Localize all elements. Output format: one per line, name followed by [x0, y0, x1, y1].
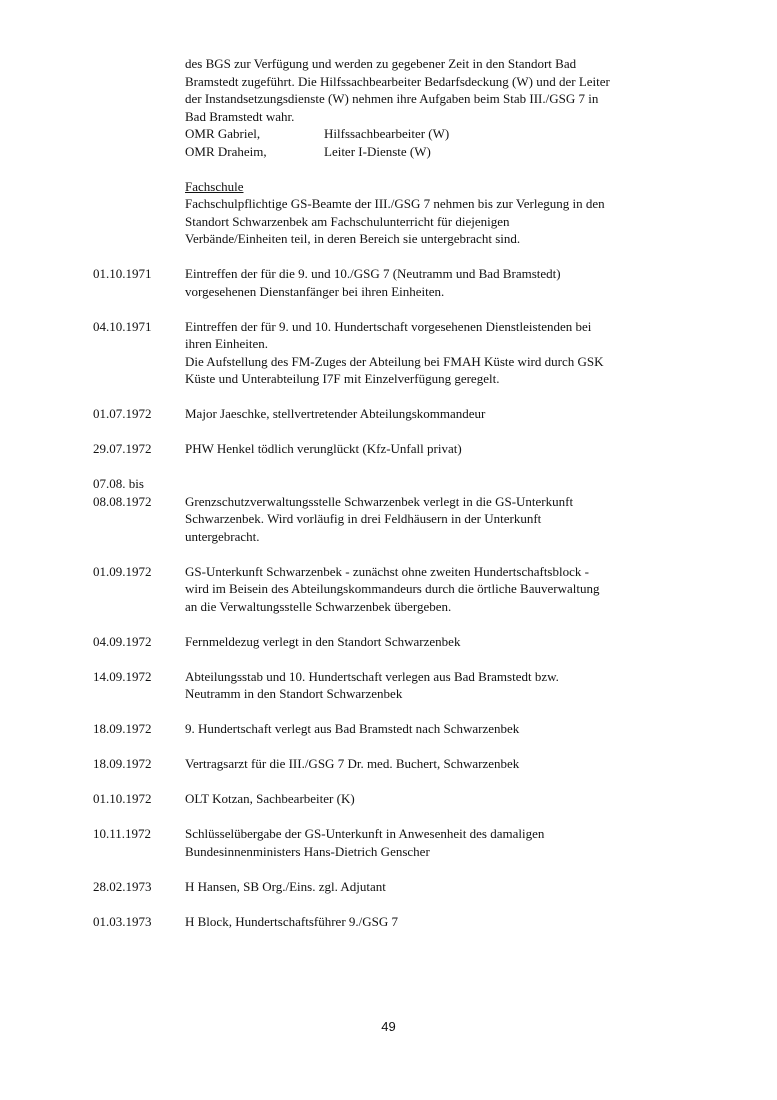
entry-date-line: 28.02.1973: [93, 878, 152, 894]
entry-text-line: Vertragsarzt für die III./GSG 7 Dr. med. Buchert, Schwarzenbek: [185, 756, 520, 771]
chronology-entry: [93, 790, 673, 808]
chronology-list: [93, 265, 673, 948]
entry-date-line: 29.07.1972: [93, 441, 152, 456]
entry-text-line: H Block, Hundertschaftsführer 9./GSG 7: [185, 913, 399, 929]
role-row: [185, 143, 655, 161]
entry-date: [93, 318, 185, 388]
entry-date: [93, 825, 185, 860]
entry-text: [185, 825, 673, 860]
chronology-entry: [93, 563, 673, 616]
entry-date-line: 18.09.1972: [93, 721, 152, 736]
role-name: OMR Gabriel,: [185, 126, 261, 141]
entry-text-line: Schwarzenbek. Wird vorläufig in drei Feldhäusern in der Unterkunft: [185, 511, 542, 526]
entry-text: [185, 913, 673, 931]
entry-text: [185, 668, 673, 703]
chronology-entry: [93, 633, 673, 651]
intro-line: Bad Bramstedt wahr.: [185, 108, 295, 124]
entry-text: [185, 318, 673, 388]
entry-text-line: vorgesehenen Dienstanfänger bei ihren Einheiten.: [185, 283, 445, 299]
intro-section: [185, 55, 655, 248]
chronology-entry: [93, 668, 673, 703]
entry-text-line: wird im Beisein des Abteilungskommandeurs durch die örtliche Bauverwaltung: [185, 581, 600, 596]
entry-text-line: Neutramm in den Standort Schwarzenbek: [185, 686, 403, 701]
chronology-entry: [93, 878, 673, 896]
entry-text-line: ihren Einheiten.: [185, 336, 269, 351]
entry-text-line: Major Jaeschke, stellvertretender Abteilungskommandeur: [185, 406, 486, 421]
entry-text-line: Eintreffen der für 9. und 10. Hundertschaft vorgesehenen Dienstleistenden bei: [185, 318, 592, 334]
page-number: 49: [381, 1019, 396, 1034]
entry-date: [93, 475, 185, 545]
entry-text-line: Bundesinnenministers Hans-Dietrich Genscher: [185, 843, 430, 859]
entry-date-line: 01.10.1972: [93, 791, 152, 806]
chronology-entry: [93, 318, 673, 388]
entry-text: [185, 475, 673, 545]
entry-text-line: OLT Kotzan, Sachbearbeiter (K): [185, 791, 355, 806]
role-title: Leiter I-Dienste (W): [324, 143, 431, 159]
entry-text: [185, 563, 673, 616]
entry-text: [185, 405, 673, 423]
entry-date: [93, 440, 185, 458]
entry-text-line: Fernmeldezug verlegt in den Standort Schwarzenbek: [185, 633, 461, 649]
entry-text-line: Eintreffen der für die 9. und 10./GSG 7 (Neutramm und Bad Bramstedt): [185, 266, 561, 281]
entry-text: [185, 265, 673, 300]
entry-text-line: untergebracht.: [185, 528, 260, 544]
entry-date: [93, 878, 185, 896]
entry-text-line: PHW Henkel tödlich verunglückt (Kfz-Unfall privat): [185, 441, 462, 456]
fachschule-heading: Fachschule: [185, 178, 244, 194]
entry-date: [93, 790, 185, 808]
entry-date: [93, 668, 185, 703]
role-row: [185, 125, 655, 143]
entry-date: [93, 265, 185, 300]
fachschule-line: Fachschulpflichtige GS-Beamte der III./GSG 7 nehmen bis zur Verlegung in den: [185, 196, 605, 211]
chronology-entry: [93, 265, 673, 300]
entry-date-line: 04.10.1971: [93, 318, 152, 334]
entry-text: [185, 878, 673, 896]
entry-date: [93, 913, 185, 931]
entry-date-line: 08.08.1972: [93, 493, 152, 509]
entry-text: [185, 633, 673, 651]
chronology-entry: [93, 825, 673, 860]
entry-text-line: H Hansen, SB Org./Eins. zgl. Adjutant: [185, 878, 386, 894]
entry-date-line: 01.03.1973: [93, 913, 152, 929]
entry-text: [185, 720, 673, 738]
intro-line: der Instandsetzungsdienste (W) nehmen ihre Aufgaben beim Stab III./GSG 7 in: [185, 91, 599, 106]
entry-text-line: [185, 475, 673, 493]
entry-date: [93, 755, 185, 773]
entry-text-line: Küste und Unterabteilung I7F mit Einzelverfügung geregelt.: [185, 371, 500, 386]
entry-text-line: GS-Unterkunft Schwarzenbek - zunächst ohne zweiten Hundertschaftsblock -: [185, 563, 589, 579]
entry-text-line: Abteilungsstab und 10. Hundertschaft verlegen aus Bad Bramstedt bzw.: [185, 668, 559, 684]
chronology-entry: [93, 755, 673, 773]
entry-date-line: 01.09.1972: [93, 563, 152, 579]
entry-date-line: 01.07.1972: [93, 406, 152, 421]
entry-text-line: 9. Hundertschaft verlegt aus Bad Bramstedt nach Schwarzenbek: [185, 721, 520, 736]
entry-text: [185, 790, 673, 808]
chronology-entry: [93, 720, 673, 738]
intro-line: des BGS zur Verfügung und werden zu gegebener Zeit in den Standort Bad: [185, 56, 577, 71]
entry-date-line: 07.08. bis: [93, 476, 144, 491]
chronology-entry: [93, 475, 673, 545]
chronology-entry: [93, 440, 673, 458]
entry-text-line: Schlüsselübergabe der GS-Unterkunft in Anwesenheit des damaligen: [185, 826, 545, 841]
entry-date: [93, 563, 185, 616]
chronology-entry: [93, 913, 673, 931]
entry-text: [185, 755, 673, 773]
entry-date-line: 18.09.1972: [93, 756, 152, 771]
entry-date: [93, 720, 185, 738]
entry-text-line: an die Verwaltungsstelle Schwarzenbek übergeben.: [185, 598, 452, 614]
chronology-entry: [93, 405, 673, 423]
entry-text-line: Die Aufstellung des FM-Zuges der Abteilung bei FMAH Küste wird durch GSK: [185, 353, 604, 369]
entry-date-line: 01.10.1971: [93, 266, 152, 281]
entry-text-line: Grenzschutzverwaltungsstelle Schwarzenbek verlegt in die GS-Unterkunft: [185, 493, 574, 509]
spacer: [185, 160, 655, 178]
fachschule-line: Standort Schwarzenbek am Fachschulunterricht für diejenigen: [185, 213, 510, 229]
entry-text: [185, 440, 673, 458]
entry-date: [93, 405, 185, 423]
entry-date-line: 04.09.1972: [93, 633, 152, 649]
entry-date-line: 14.09.1972: [93, 668, 152, 684]
role-title: Hilfssachbearbeiter (W): [324, 126, 450, 141]
fachschule-line: Verbände/Einheiten teil, in deren Bereich sie untergebracht sind.: [185, 231, 521, 246]
role-name: OMR Draheim,: [185, 143, 267, 159]
entry-date: [93, 633, 185, 651]
intro-line: Bramstedt zugeführt. Die Hilfssachbearbeiter Bedarfsdeckung (W) und der Leiter: [185, 73, 610, 89]
entry-date-line: 10.11.1972: [93, 826, 152, 841]
